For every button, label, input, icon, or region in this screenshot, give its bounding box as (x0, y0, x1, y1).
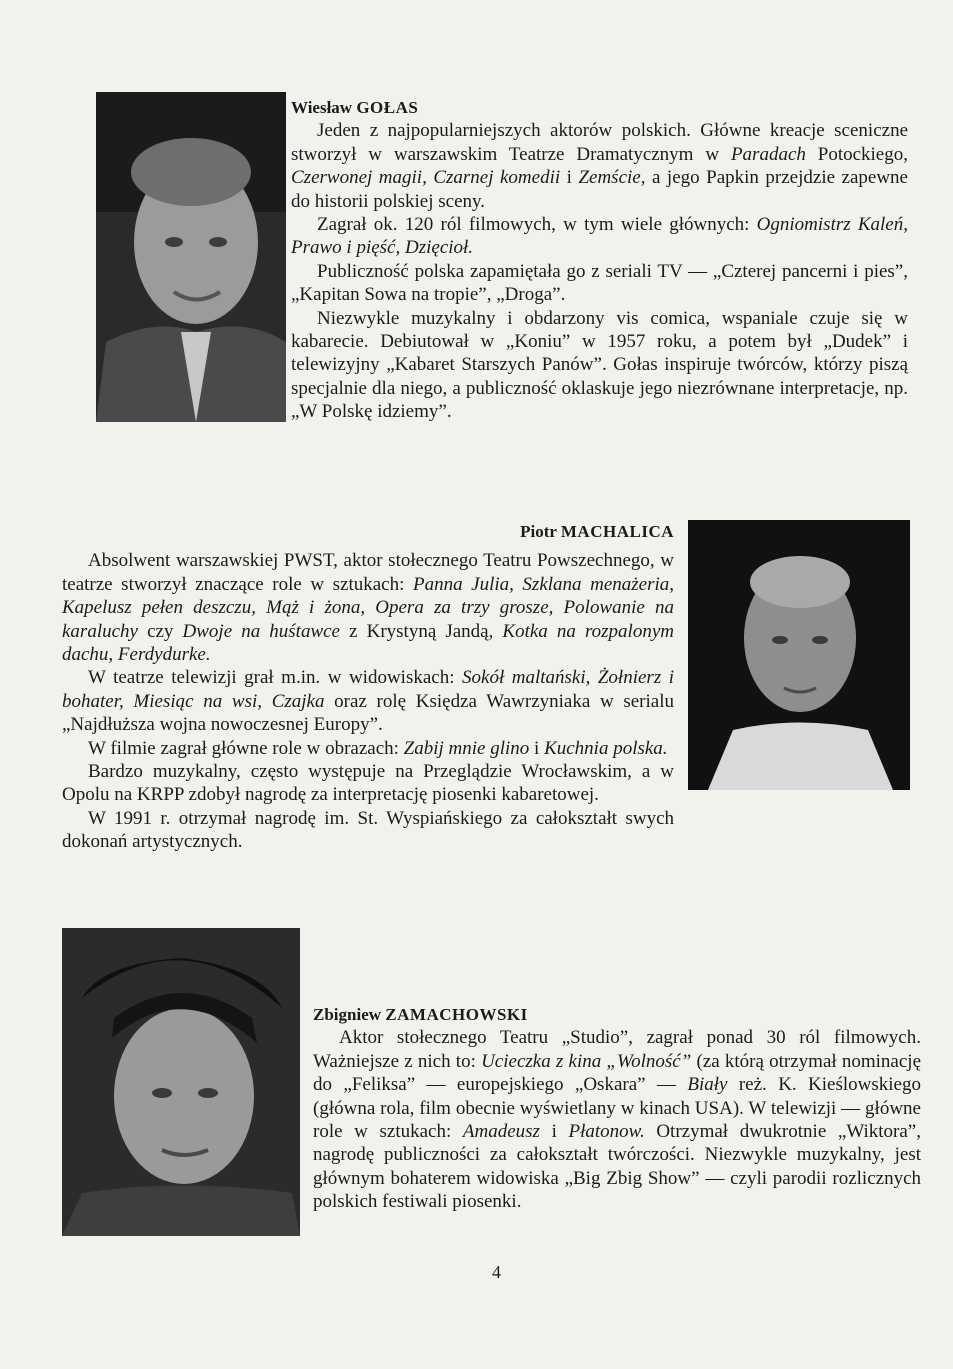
italic-title: Płatonow. (568, 1121, 645, 1143)
bio-paragraph (62, 807, 674, 854)
page-number: 4 (492, 1262, 501, 1282)
bio-paragraph (62, 760, 674, 807)
actor-name (62, 520, 674, 543)
italic-title: Panna Julia, Szklana menażeria, Kapelusz pełen deszczu, Mąż i żona, Opera za trzy grosze, Polowanie na karaluchy (62, 573, 675, 642)
bio-paragraph (291, 307, 908, 424)
italic-title: Ucieczka z kina „Wolność” (481, 1050, 692, 1072)
actor-first-name: Piotr (520, 522, 557, 541)
bio-paragraph (62, 737, 674, 760)
text-run: Aktor stołecznego Teatru „Studio”, zagrał ponad 30 ról filmowych. Ważniejsze z nich to: (313, 1027, 921, 1072)
actor-first-name: Wiesław (291, 98, 353, 117)
text-run: Zagrał ok. 120 ról filmowych, w tym wiele głównych: (317, 214, 757, 236)
italic-title: Ogniomistrz Kaleń, Prawo i pięść, Dzięcioł. (291, 214, 908, 259)
bio-zbigniew-zamachowski (313, 1003, 921, 1214)
text-run: Niezwykle muzykalny i obdarzony vis comica, wspaniale czuje się w kabarecie. Debiutował w „Koniu” w 1957 roku, a potem był „Dudek” i telewizyjny „Kabaret Starszych Panów”. Gołas inspiruje twórców, którzy piszą specjalnie dla niego, a publiczność oklaskuje jego niezrównane interpretacje, np. „W Polskę idziemy”. (291, 307, 908, 423)
actor-name (313, 1003, 921, 1026)
actor-last-name: MACHALICA (560, 522, 674, 541)
italic-title: Kuchnia polska. (544, 737, 668, 759)
text-run: Bardzo muzykalny, często występuje na Przeglądzie Wrocławskim, a w Opolu na KRPP zdobył nagrodę za interpretację piosenki kabaretowej. (62, 761, 674, 806)
italic-title: Zabij mnie glino (403, 737, 530, 759)
italic-title: Paradach (730, 143, 806, 165)
italic-title: Biały (687, 1074, 728, 1096)
text-run: Absolwent warszawskiej PWST, aktor stołecznego Teatru Powszechnego, w teatrze stworzył znaczące role w sztukach: (62, 550, 674, 595)
actor-name (291, 96, 908, 119)
text-run: i (560, 167, 579, 189)
italic-title: Sokół maltański, Żołnierz i bohater, Miesiąc na wsi, Czajka (62, 667, 674, 712)
actor-last-name: ZAMACHOWSKI (385, 1005, 528, 1024)
italic-title: Dwoje na huśtawce (182, 620, 340, 642)
bio-paragraph (291, 260, 908, 307)
text-run: Potockiego, (805, 143, 908, 165)
text-run: Otrzymał dwukrotnie „Wiktora”, nagrodę publiczności za całokształt twórczości. Niezwykle muzykalny, jest głównym bohaterem widowiska „Big Zbig Show” — czyli parodii rozlicznych polskich festiwali piosenki. (313, 1121, 921, 1213)
portrait-photo-golas (96, 92, 286, 422)
text-run: Jeden z najpopularniejszych aktorów polskich. Główne kreacje sceniczne stworzył w warszawskim Teatrze Dramatycznym w (291, 120, 908, 165)
bio-wieslaw-golas (291, 96, 908, 424)
text-run: W filmie zagrał główne role w obrazach: (88, 737, 404, 759)
actor-last-name: GOŁAS (356, 98, 419, 117)
bio-paragraph (313, 1026, 921, 1213)
italic-title: Czerwonej magii, Czarnej komedii (291, 167, 561, 189)
italic-title: Amadeusz (462, 1121, 540, 1143)
portrait-photo-machalica (688, 520, 910, 790)
bio-paragraph (291, 213, 908, 260)
bio-paragraph (62, 549, 674, 666)
actor-first-name: Zbigniew (313, 1005, 382, 1024)
text-run: W teatrze telewizji grał m.in. w widowiskach: (88, 667, 463, 689)
text-run: (za którą otrzymał nominację do „Feliksa” — europejskiego „Oskara” — (313, 1050, 921, 1096)
bio-piotr-machalica (62, 520, 674, 854)
portrait-photo-zamachowski (62, 928, 300, 1236)
text-run: oraz rolę Księdza Wawrzyniaka w serialu „Najdłuższa wojna nowoczesnej Europy”. (62, 690, 674, 736)
text-run: z Krystyną Jandą, (340, 620, 503, 642)
text-run: czy (137, 620, 183, 642)
italic-title: Kotka na rozpalonym dachu, Ferdydurke. (62, 620, 674, 666)
text-run: i (539, 1121, 569, 1143)
text-run: W 1991 r. otrzymał nagrodę im. St. Wyspiańskiego za całokształt swych dokonań artystycznych. (62, 807, 674, 853)
text-run: Publiczność polska zapamiętała go z seriali TV — „Czterej pancerni i pies”, „Kapitan Sowa na tropie”, „Droga”. (291, 260, 908, 306)
text-run: , a jego Papkin przejdzie zapewne do historii polskiej sceny. (291, 167, 908, 212)
text-run: reż. K. Kieślowskiego (główna rola, film obecnie wyświetlany w kinach USA). W telewizji — główne role w sztukach: (313, 1074, 921, 1143)
bio-paragraph (62, 666, 674, 736)
bio-paragraph (291, 119, 908, 213)
text-run: i (529, 737, 545, 759)
italic-title: Zemście (578, 167, 641, 189)
